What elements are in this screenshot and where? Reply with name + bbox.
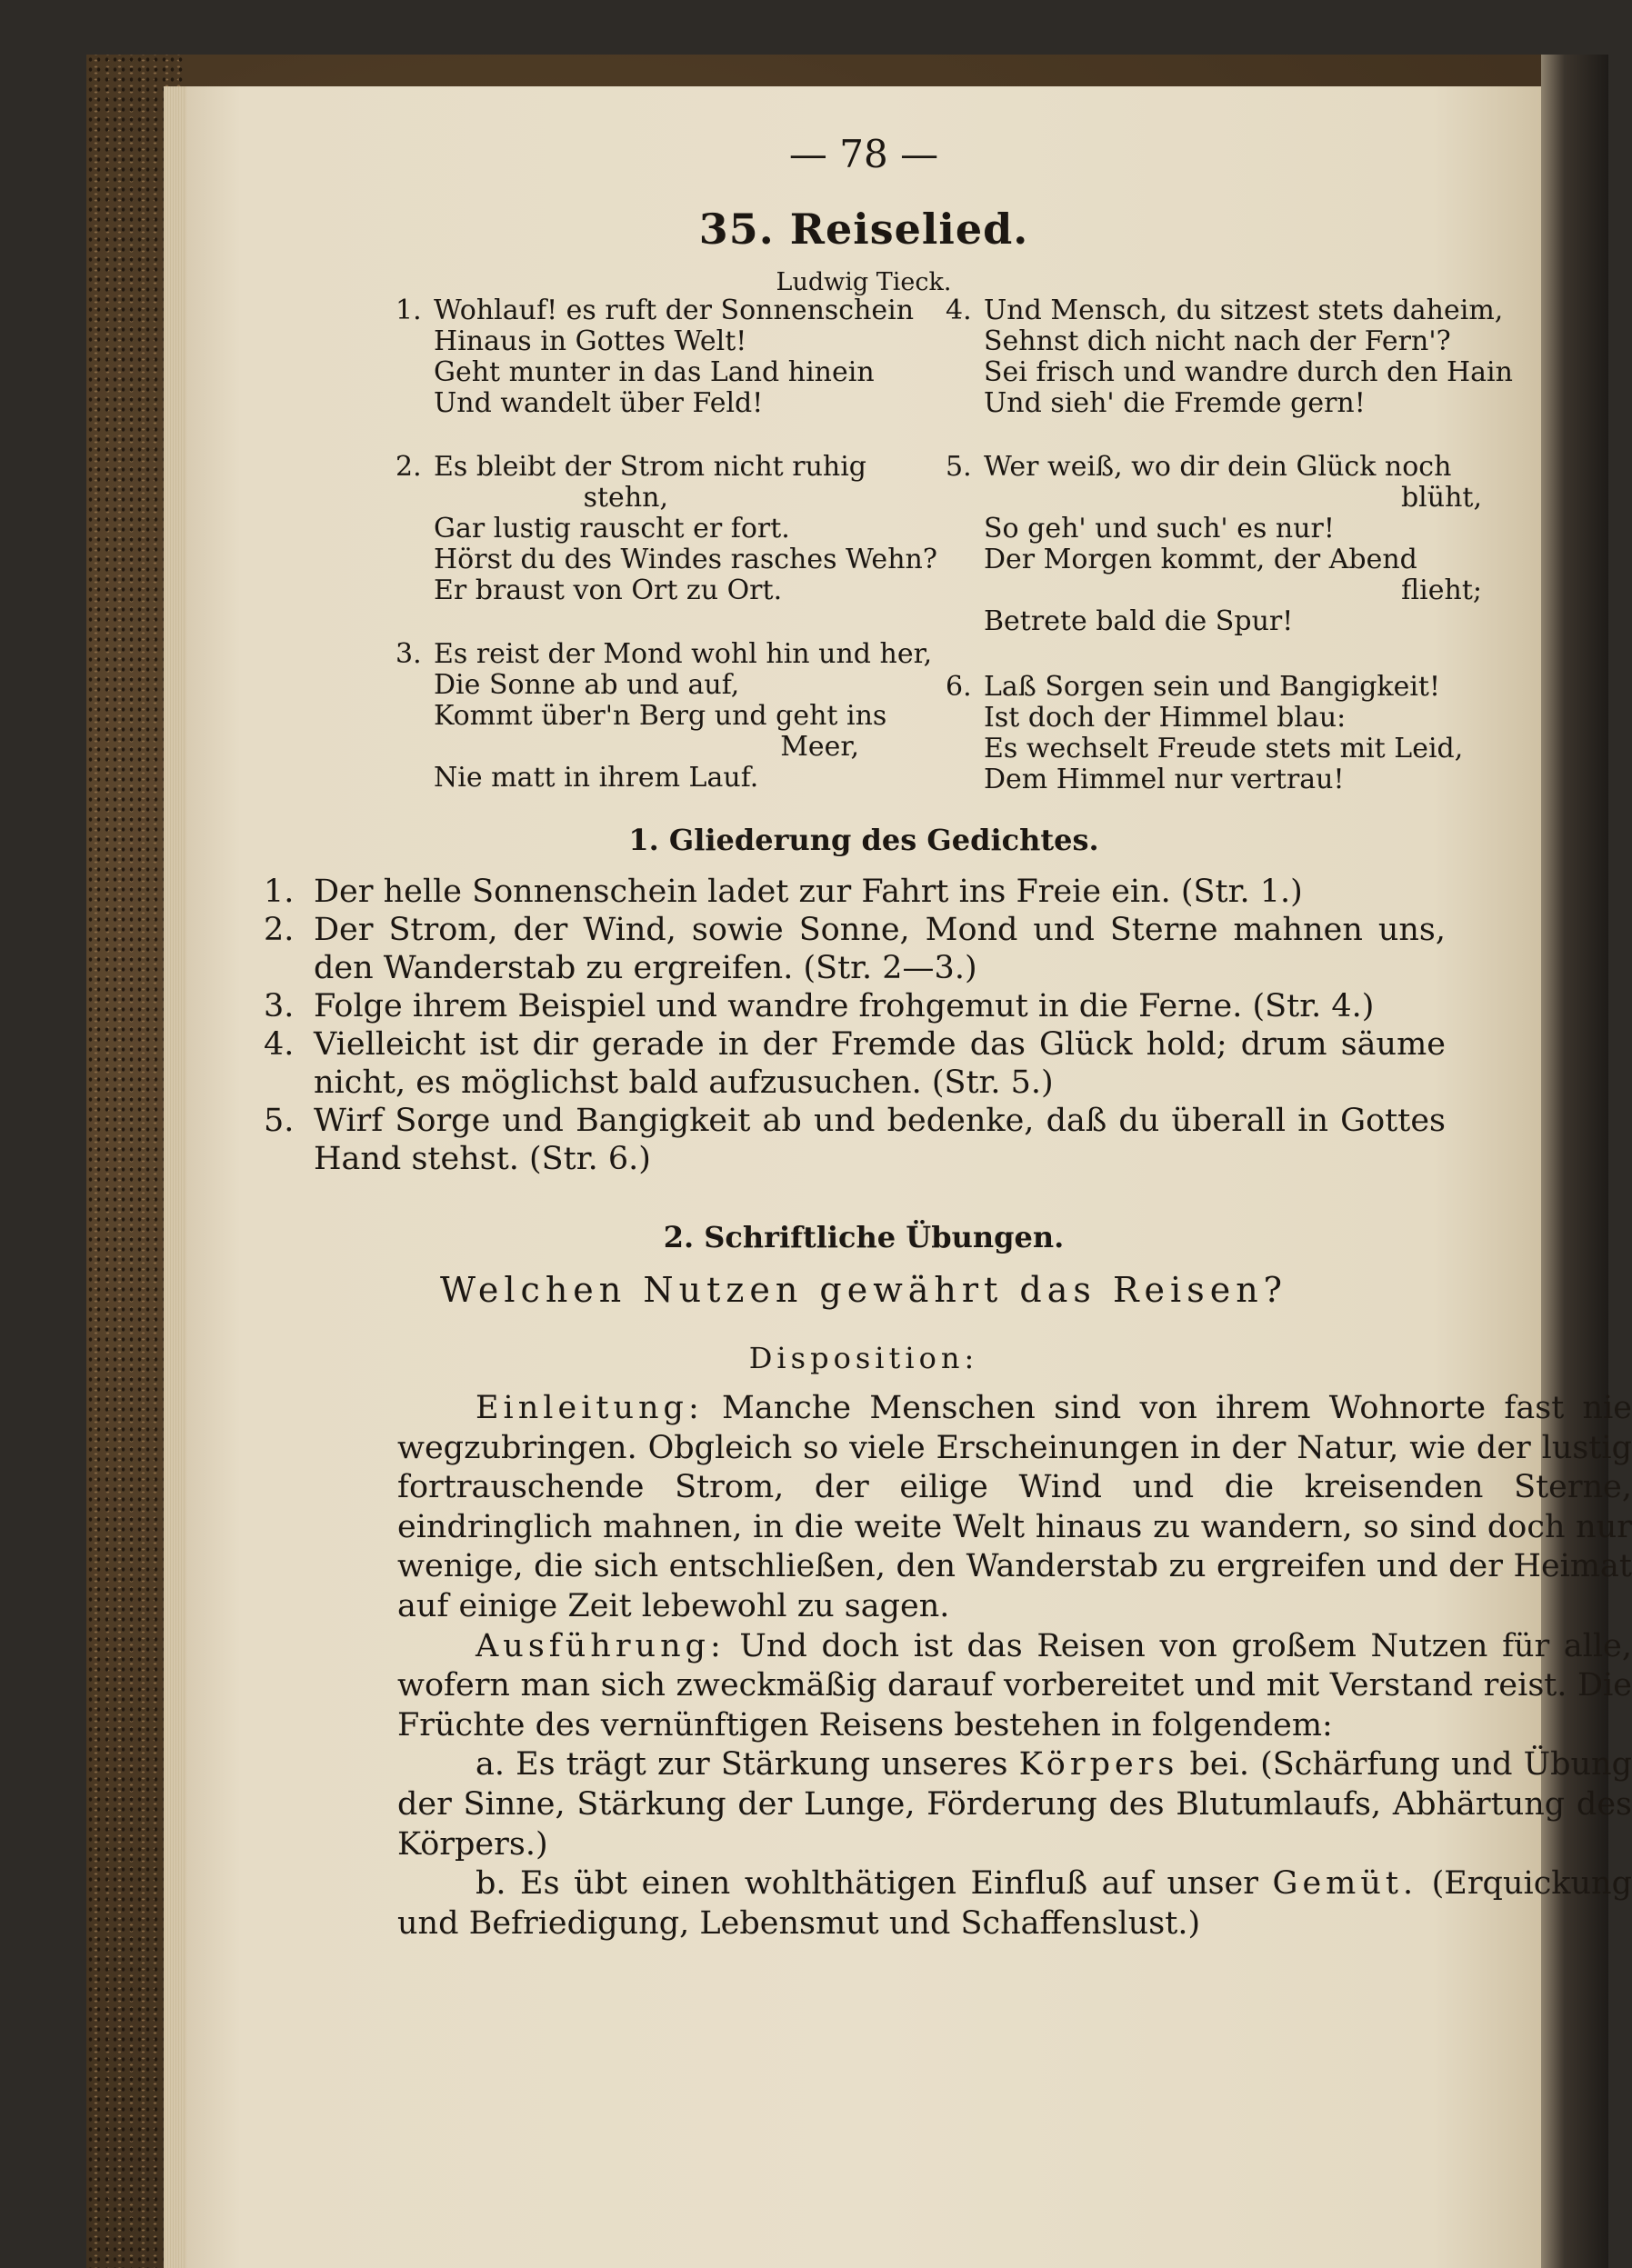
stanza-3: 3. Es reist der Mond wohl hin und her, Die Sonne ab und auf, Kommt über'n Berg und geht ins Meer, Nie matt in ihrem Lauf. xyxy=(395,638,933,794)
poem-author: Ludwig Tieck. xyxy=(776,268,952,296)
poem-title: 35. Reiselied. xyxy=(698,205,1029,254)
section-heading-uebungen: 2. Schriftliche Übungen. xyxy=(663,1220,1065,1254)
essay-topic: Welchen Nutzen gewährt das Reisen? xyxy=(439,1270,1288,1310)
section-heading-gliederung: 1. Gliederung des Gedichtes. xyxy=(628,823,1099,857)
list-item: 4. Vielleicht ist dir gerade in der Fremde das Glück hold; drum säume nicht, es möglichst bald aufzusuchen. (Str. 5.) xyxy=(264,1026,1446,1101)
outline-list xyxy=(264,873,1446,1178)
stanza-6: 6. Laß Sorgen sein und Bangigkeit! Ist doch der Himmel blau: Es wechselt Freude stets mit Leid, Dem Himmel nur vertrau! xyxy=(946,671,1464,795)
list-item: 1. Der helle Sonnenschein ladet zur Fahrt ins Freie ein. (Str. 1.) xyxy=(264,874,1303,910)
list-item: 2. Der Strom, der Wind, sowie Sonne, Mond und Sterne mahnen uns, den Wanderstab zu ergreifen. (Str. 2—3.) xyxy=(264,912,1446,986)
stanza-5: 5. Wer weiß, wo dir dein Glück noch blüht, So geh' und such' es nur! Der Morgen kommt, der Abend flieht; Betrete bald die Spur! xyxy=(946,451,1482,637)
list-item: 3. Folge ihrem Beispiel und wandre frohgemut in die Ferne. (Str. 4.) xyxy=(264,988,1375,1024)
list-item: 5. Wirf Sorge und Bangigkeit ab und bedenke, daß du überall in Gottes Hand stehst. (Str. 6.) xyxy=(264,1103,1446,1177)
point-a: a. Es trägt zur Stärkung unseres Körpers bei. (Schärfung und Übung der Sinne, Stärkung der Lunge, Förderung des Blutumlaufs, Abhärtung des Körpers.) xyxy=(397,1746,1632,1863)
point-b: b. Es übt einen wohlthätigen Einfluß auf unser Gemüt. (Erquickung und Befriedigung, Lebensmut und Schaffenslust.) xyxy=(397,1865,1632,1942)
page-number: — 78 — xyxy=(788,132,939,176)
stanza-1: 1. Wohlauf! es ruft der Sonnenschein Hinaus in Gottes Welt! Geht munter in das Land hinein Und wandelt über Feld! xyxy=(395,295,915,419)
stanza-4: 4. Und Mensch, du sitzest stets daheim, Sehnst dich nicht nach der Fern'? Sei frisch und wandre durch den Hain Und sieh' die Fremde gern! xyxy=(946,295,1513,419)
essay-body xyxy=(397,1389,1632,1943)
main-paragraph: Ausführung: Und doch ist das Reisen von großem Nutzen für alle, wofern man sich zweckmäßig darauf vorbereitet und mit Verstand reist. Die Früchte des vernünftigen Reisens bestehen in folgendem: xyxy=(397,1627,1632,1743)
disposition-label: Disposition: xyxy=(748,1341,979,1375)
stanza-2: 2. Es bleibt der Strom nicht ruhig stehn, Gar lustig rauscht er fort. Hörst du des Windes rasches Wehn? Er braust von Ort zu Ort. xyxy=(395,451,937,606)
intro-paragraph: Einleitung: Manche Menschen sind von ihrem Wohnorte fast nie wegzubringen. Obgleich so viele Erscheinungen in der Natur, wie der lustig fortrauschende Strom, der eilige Wind und die kreisenden Sterne, eindringlich mahnen, in die weite Welt hinaus zu wandern, so sind doch nur wenige, die sich entschließen, den Wanderstab zu ergreifen und der Heimat auf einige Zeit lebewohl zu sagen. xyxy=(397,1390,1632,1624)
book-page xyxy=(186,86,1632,2268)
